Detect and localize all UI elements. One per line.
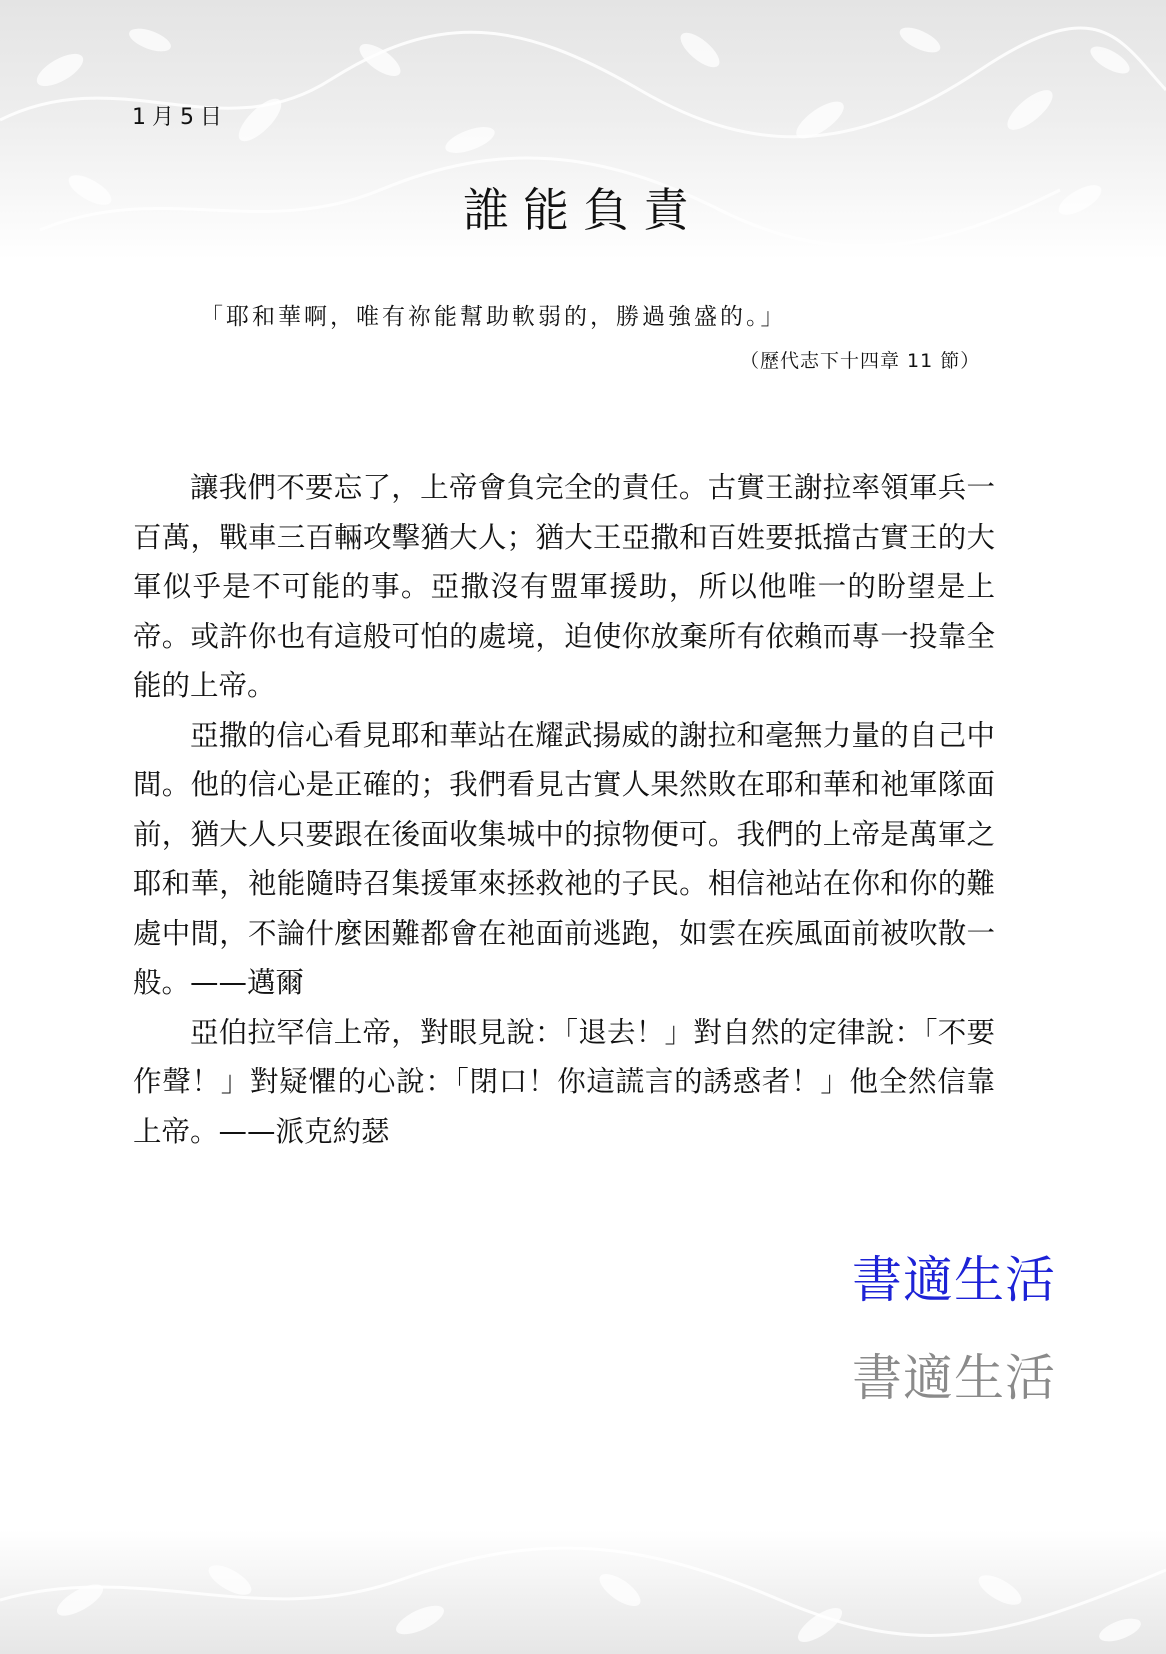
body-paragraph: 讓我們不要忘了，上帝會負完全的責任。古實王謝拉率領軍兵一百萬，戰車三百輛攻擊猶大人；猶大王亞撒和百姓要抵擋古實王的大軍似乎是不可能的事。亞撒沒有盟軍援助，所以他唯一的盼望是上帝。或許你也有這般可怕的處境，迫使你放棄所有依賴而專一投靠全能的上帝。 (133, 471, 995, 702)
scripture-verse: 「耶和華啊，唯有祢能幫助軟弱的，勝過強盛的。」 (200, 304, 787, 330)
body-paragraph: 亞伯拉罕信上帝，對眼見說：「退去！」對自然的定律說：「不要作聲！」對疑懼的心說：「閉口！你這謊言的誘惑者！」他全然信靠上帝。——派克約瑟 (133, 1015, 995, 1148)
brand-signature-gray: 書適生活 (852, 1349, 1056, 1407)
date-label: 1月5日 (132, 105, 228, 130)
devotional-body (133, 463, 995, 1156)
body-paragraph: 亞撒的信心看見耶和華站在耀武揚威的謝拉和毫無力量的自己中間。他的信心是正確的；我們看見古實人果然敗在耶和華和祂軍隊面前，猶大人只要跟在後面收集城中的掠物便可。我們的上帝是萬軍之耶和華，祂能隨時召集援軍來拯救祂的子民。相信祂站在你和你的難處中間，不論什麼困難都會在祂面前逃跑，如雲在疾風面前被吹散一般。——邁爾 (133, 718, 995, 999)
scripture-reference: （歷代志下十四章 11 節） (740, 350, 981, 372)
brand-signature-blue: 書適生活 (852, 1251, 1056, 1309)
page-title: 誰能負責 (463, 183, 703, 237)
